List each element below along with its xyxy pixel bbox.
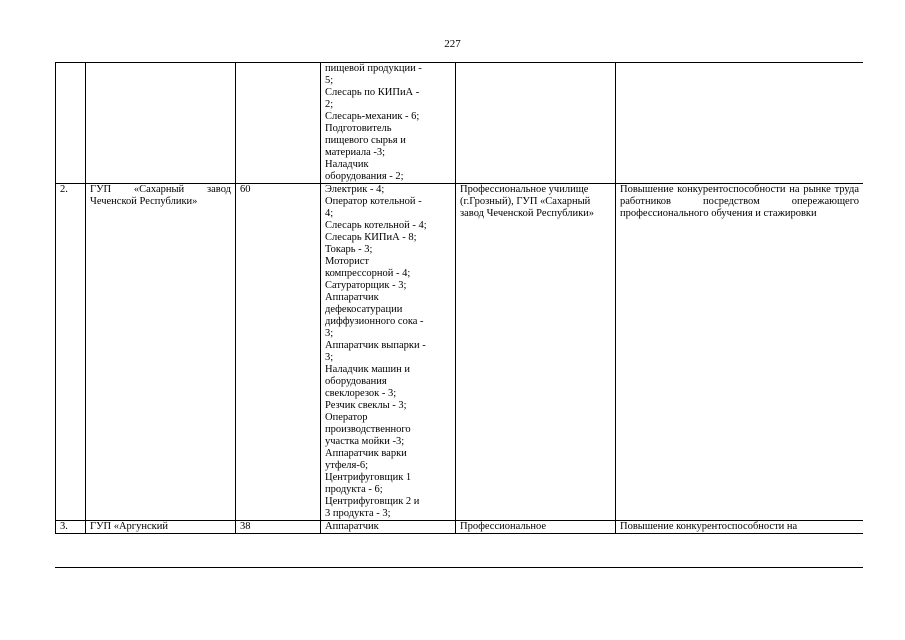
cell-professions (321, 521, 456, 534)
cell-count: 60 (236, 184, 321, 521)
profession-line: оборудования (325, 376, 387, 387)
cell-goal: Повышение конкурентоспособности на (616, 521, 864, 534)
cell-professions (321, 63, 456, 184)
table-row (56, 184, 864, 521)
profession-line: Наладчик машин и (325, 364, 411, 375)
profession-line: 3; (325, 328, 334, 339)
profession-line: производственного (325, 424, 411, 435)
profession-line: компрессорной - 4; (325, 268, 411, 279)
profession-line: Оператор котельной - (325, 196, 422, 207)
cell-goal (616, 63, 864, 184)
profession-line: продукта - 6; (325, 484, 383, 495)
profession-line: Наладчик (325, 159, 369, 170)
profession-line: 3; (325, 352, 334, 363)
profession-line: дефекосатурации (325, 304, 403, 315)
profession-line: Электрик - 4; (325, 184, 385, 195)
profession-line: диффузионного сока - (325, 316, 424, 327)
cell-enterprise: ГУП «Аргунский (86, 521, 236, 534)
profession-line: участка мойки -3; (325, 436, 405, 447)
profession-line: материала -3; (325, 147, 386, 158)
profession-line: Подготовитель (325, 123, 392, 134)
profession-line: Аппаратчик (325, 521, 379, 532)
profession-line: Центрифуговщик 2 и (325, 496, 420, 507)
cell-professions (321, 184, 456, 521)
cell-number (56, 63, 86, 184)
profession-line: Сатураторщик - 3; (325, 280, 407, 291)
cell-count (236, 63, 321, 184)
profession-line: Аппаратчик выпарки - (325, 340, 426, 351)
training-table (55, 62, 863, 534)
profession-line: Резчик свеклы - 3; (325, 400, 407, 411)
cell-count: 38 (236, 521, 321, 534)
cell-number: 3. (56, 521, 86, 534)
profession-line: 2; (325, 99, 334, 110)
profession-line: Токарь - 3; (325, 244, 373, 255)
cell-enterprise (86, 63, 236, 184)
profession-line: Слесарь КИПиА - 8; (325, 232, 417, 243)
profession-line: утфеля-6; (325, 460, 369, 471)
profession-line: Аппаратчик варки (325, 448, 407, 459)
profession-line: Аппаратчик (325, 292, 379, 303)
cell-institution: Профессиональное (456, 521, 616, 534)
profession-line: 3 продукта - 3; (325, 508, 391, 519)
table-row (56, 521, 864, 534)
profession-line: Слесарь-механик - 6; (325, 111, 420, 122)
cell-enterprise: ГУП «Сахарный завод Чеченской Республики» (86, 184, 236, 521)
table-row (56, 63, 864, 184)
profession-line: Слесарь котельной - 4; (325, 220, 427, 231)
profession-line: Центрифуговщик 1 (325, 472, 412, 483)
profession-line: оборудования - 2; (325, 171, 404, 182)
profession-line: Оператор (325, 412, 368, 423)
profession-line: свеклорезок - 3; (325, 388, 397, 399)
cell-goal: Повышение конкурентоспособности на рынке труда работников посредством опережающего профессионального обучения и стажировки (616, 184, 864, 521)
profession-line: пищевой продукции - (325, 63, 422, 74)
profession-line: Моторист (325, 256, 370, 267)
cell-institution (456, 63, 616, 184)
profession-line: пищевого сырья и (325, 135, 406, 146)
page-number: 227 (444, 38, 461, 50)
profession-line: Слесарь по КИПиА - (325, 87, 420, 98)
cell-institution: Профессиональное училище (г.Грозный), ГУП «Сахарный завод Чеченской Республики» (456, 184, 616, 521)
profession-line: 4; (325, 208, 334, 219)
profession-line: 5; (325, 75, 334, 86)
table-container (55, 62, 863, 568)
cell-number: 2. (56, 184, 86, 521)
